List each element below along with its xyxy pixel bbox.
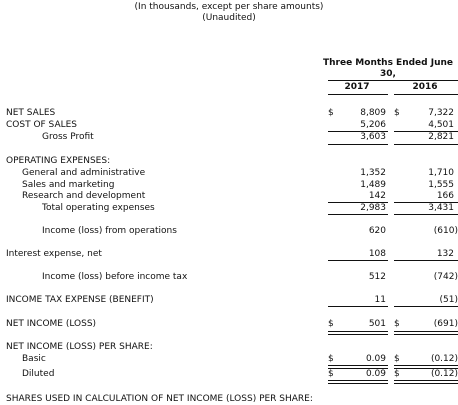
value-2016: 132 [436,249,454,259]
value-2017: 501 [368,319,386,329]
dollar-sign: $ [328,108,334,118]
value-2016: (610) [433,226,458,236]
subtotal-rule [328,306,388,307]
total-rule [394,144,458,145]
subtotal-rule [394,260,458,261]
row-label-g-and-a: General and administrative [22,168,146,178]
value-2017: 512 [368,272,386,282]
dollar-sign: $ [328,319,334,329]
year-2017: 2017 [344,82,370,92]
value-2016: (0.12) [430,369,458,379]
value-2017: 8,809 [360,108,386,118]
value-2017: 1,352 [360,168,386,178]
value-2016: (691) [433,319,458,329]
period-heading: Three Months Ended June 30, [322,58,454,79]
dollar-sign: $ [394,369,400,379]
value-2016: 3,431 [428,203,454,213]
value-2017: 108 [368,249,386,259]
total-rule [328,214,388,215]
double-total-rule [394,331,458,335]
row-label-total-opex: Total operating expenses [42,203,155,213]
row-label-income-tax: INCOME TAX EXPENSE (BENEFIT) [6,295,154,305]
row-label-income-before-tax: Income (loss) before income tax [42,272,188,282]
row-label-diluted: Diluted [22,369,55,379]
value-2017: 3,603 [360,132,386,142]
section-shares-used: SHARES USED IN CALCULATION OF NET INCOME (LOSS) PER SHARE: [6,394,313,404]
row-label-gross-profit: Gross Profit [42,132,94,142]
dollar-sign: $ [394,319,400,329]
value-2016: 1,710 [428,168,454,178]
row-label-r-and-d: Research and development [22,191,146,201]
units-note: (In thousands, except per share amounts) [134,2,324,12]
double-total-rule [328,331,388,335]
period-underline [328,80,458,81]
subtotal-rule [328,260,388,261]
double-total-rule [394,380,458,384]
dollar-sign: $ [394,354,400,364]
value-2016: 7,322 [428,108,454,118]
value-2017: 620 [368,226,386,236]
value-2016: 2,821 [428,132,454,142]
total-rule [328,144,388,145]
value-2017: 0.09 [365,369,386,379]
row-label-basic: Basic [22,354,46,364]
value-2016: 1,555 [428,180,454,190]
value-2017: 5,206 [360,120,386,130]
total-rule [394,214,458,215]
subtotal-rule [394,306,458,307]
row-label-cost-of-sales: COST OF SALES [6,120,78,130]
row-label-income-from-ops: Income (loss) from operations [42,226,177,236]
audit-note: (Unaudited) [202,13,256,23]
row-label-interest: Interest expense, net [6,249,102,259]
value-2017: 2,983 [360,203,386,213]
dollar-sign: $ [394,108,400,118]
value-2016: (51) [439,295,458,305]
section-operating-expenses: OPERATING EXPENSES: [6,156,111,166]
dollar-sign: $ [328,369,334,379]
value-2016: 166 [436,191,454,201]
value-2016: 4,501 [428,120,454,130]
row-label-sales-marketing: Sales and marketing [22,180,115,190]
value-2017: 1,489 [360,180,386,190]
year-2016: 2016 [412,82,438,92]
value-2017: 11 [374,295,386,305]
value-2016: (0.12) [430,354,458,364]
value-2017: 142 [368,191,386,201]
year-2016-underline [394,94,458,95]
section-per-share: NET INCOME (LOSS) PER SHARE: [6,342,153,352]
dollar-sign: $ [328,354,334,364]
double-total-rule [328,380,388,384]
year-2017-underline [328,94,388,95]
value-2017: 0.09 [365,354,386,364]
row-label-net-sales: NET SALES [6,108,56,118]
row-label-net-income: NET INCOME (LOSS) [6,319,97,329]
value-2016: (742) [433,272,458,282]
